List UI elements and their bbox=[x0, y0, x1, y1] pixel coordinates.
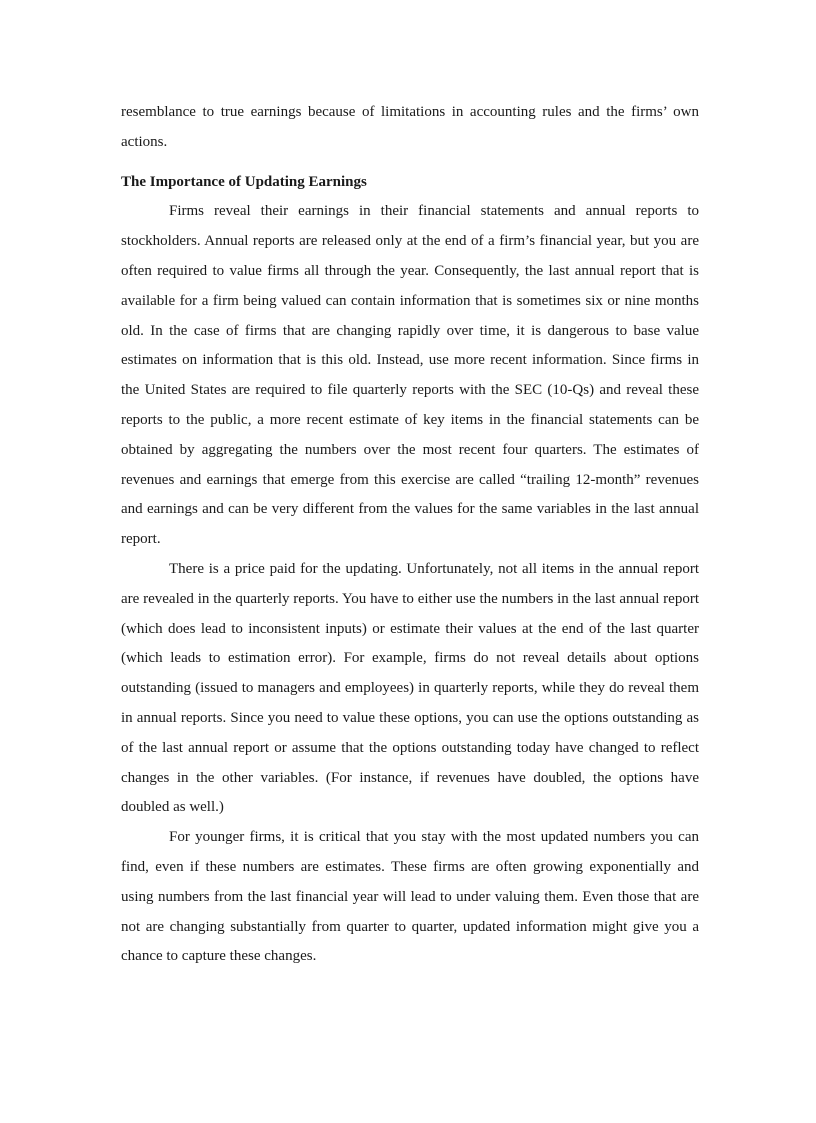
body-paragraph-2: There is a price paid for the updating. Unfortunately, not all items in the annual report are revealed in the quarterly reports. You have to either use the numbers in the last annual report (which does lead to inconsistent inputs) or estimate their values at the end of the last quarter (which leads to estimation error). For example, firms do not reveal details about options outstanding (issued to managers and employees) in quarterly reports, while they do reveal them in annual reports. Since you need to value these options, you can use the options outstanding as of the last annual report or assume that the options outstanding today have changed to reflect changes in the other variables. (For instance, if revenues have doubled, the options have doubled as well.) bbox=[121, 560, 699, 816]
continuation-paragraph: resemblance to true earnings because of limitations in accounting rules and the firms’ own actions. bbox=[121, 104, 699, 150]
document-page bbox=[121, 98, 699, 972]
body-paragraph-3: For younger firms, it is critical that you stay with the most updated numbers you can find, even if these numbers are estimates. These firms are often growing exponentially and using numbers from the last financial year will lead to under valuing them. Even those that are not are changing substantially from quarter to quarter, updated information might give you a chance to capture these changes. bbox=[121, 829, 699, 965]
body-paragraph-1: Firms reveal their earnings in their financial statements and annual reports to stockholders. Annual reports are released only at the end of a firm’s financial year, but you are often required to value firms all through the year. Consequently, the last annual report that is available for a firm being valued can contain information that is sometimes six or nine months old. In the case of firms that are changing rapidly over time, it is dangerous to base value estimates on information that is this old. Instead, use more recent information. Since firms in the United States are required to file quarterly reports with the SEC (10-Qs) and reveal these reports to the public, a more recent estimate of key items in the financial statements can be obtained by aggregating the numbers over the most recent four quarters. The estimates of revenues and earnings that emerge from this exercise are called “trailing 12-month” revenues and earnings and can be very different from the values for the same variables in the last annual report. bbox=[121, 203, 699, 548]
section-heading: The Importance of Updating Earnings bbox=[121, 173, 367, 190]
